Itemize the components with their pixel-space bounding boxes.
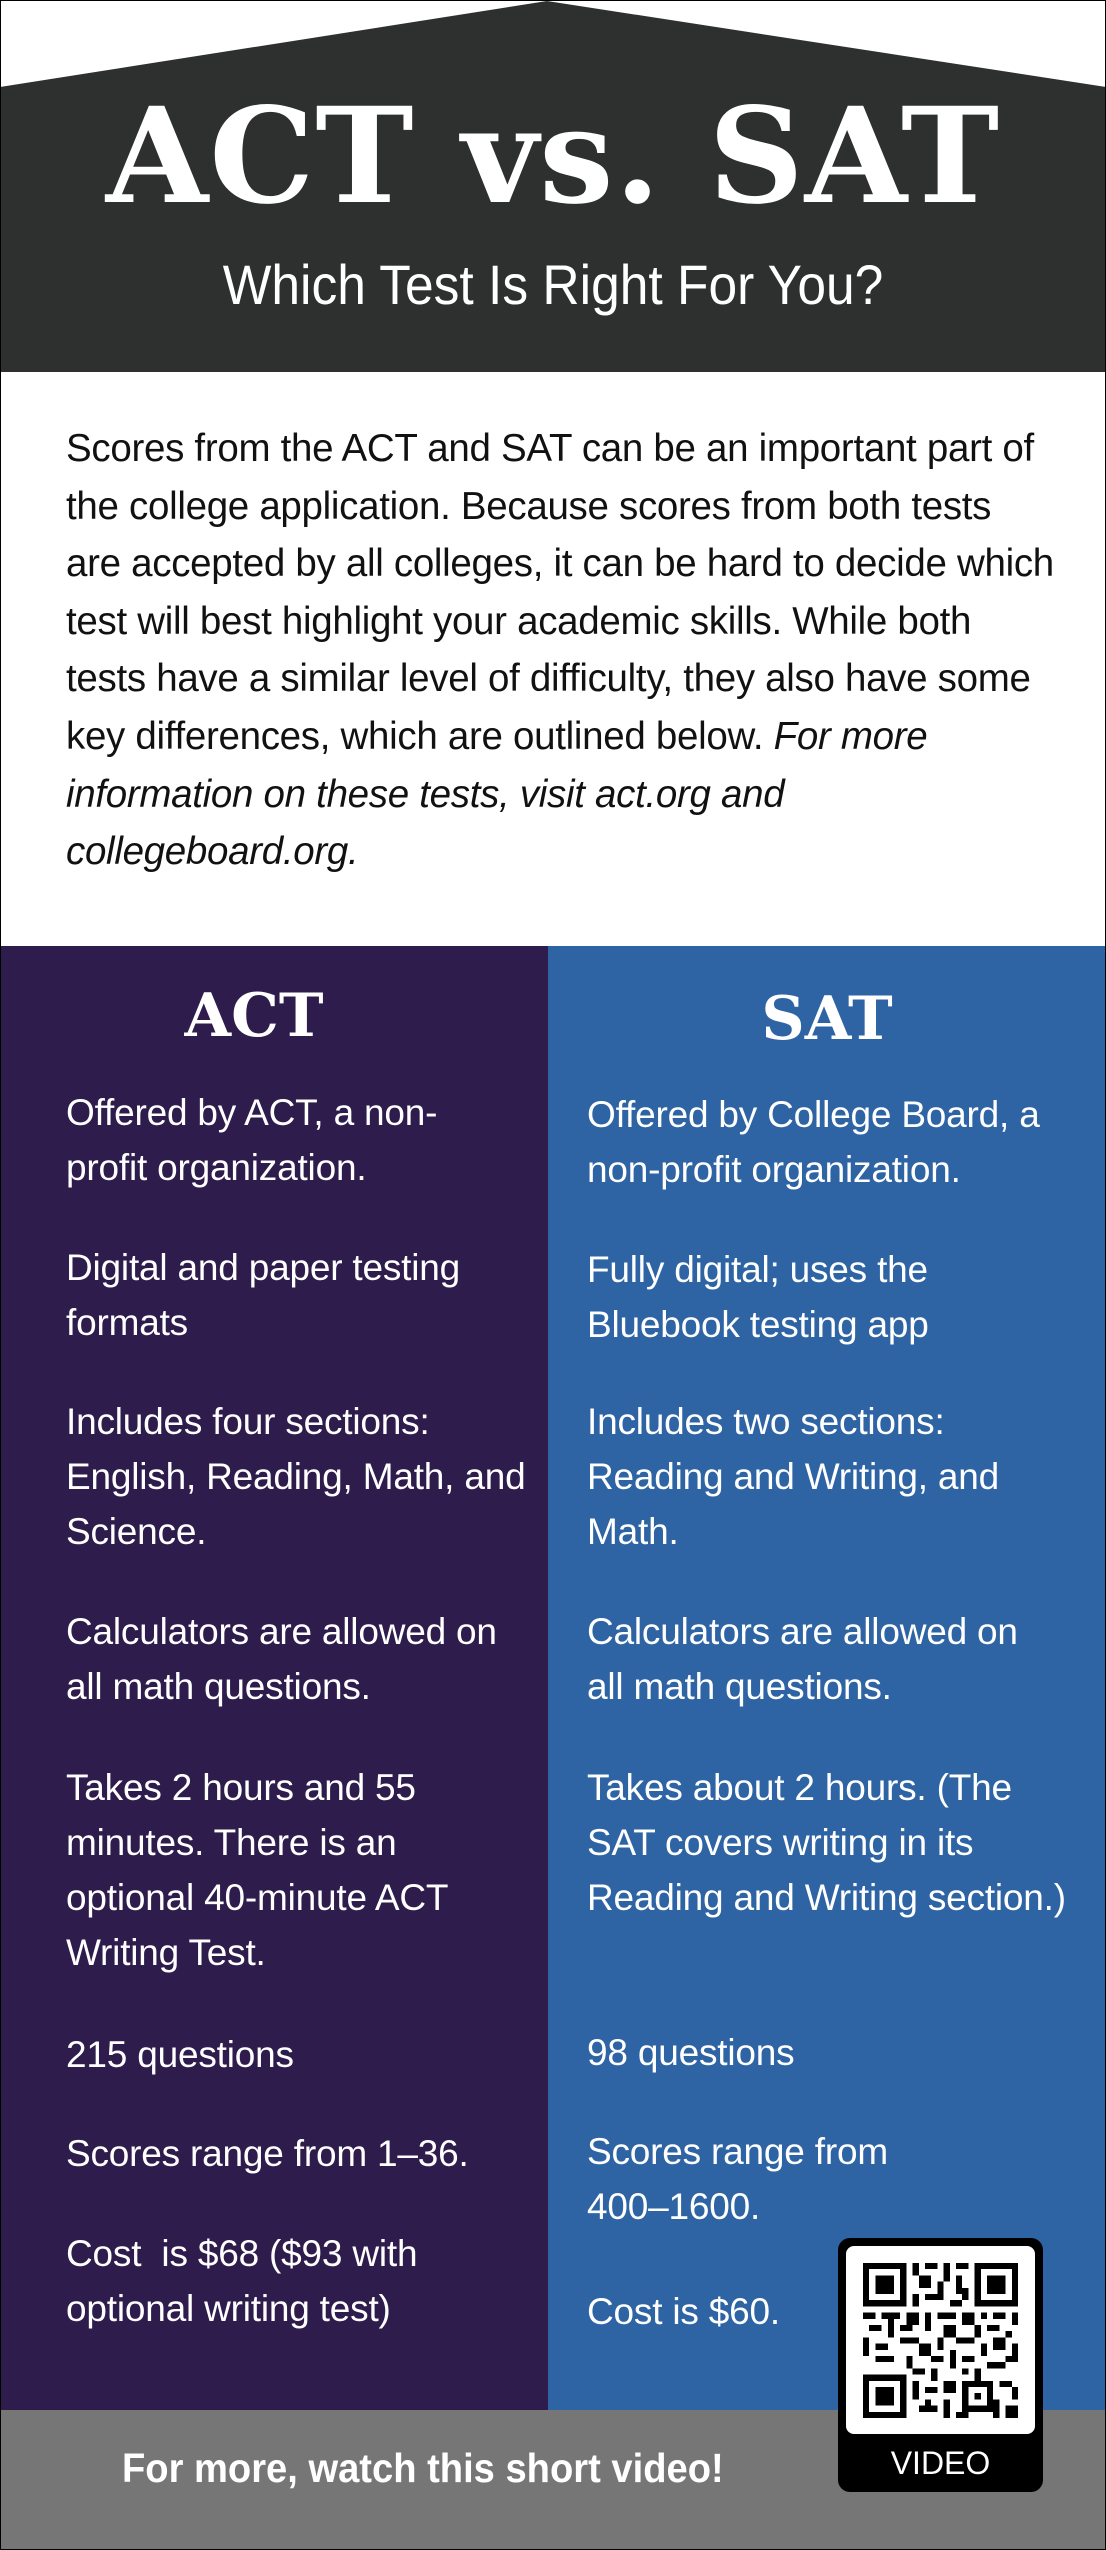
sat-fact-sections: Includes two sections: Reading and Writing, and Math.	[587, 1401, 1000, 1552]
header	[0, 0, 1106, 372]
sat-fact-duration: Takes about 2 hours. (The SAT covers writing in its Reading and Writing section.)	[587, 1767, 1066, 1918]
act-fact-cost: Cost is $68 ($93 with optional writing test)	[66, 2233, 428, 2329]
qr-code-panel	[846, 2246, 1035, 2434]
act-fact-duration: Takes 2 hours and 55 minutes. There is an optional 40-minute ACT Writing Test.	[66, 1767, 448, 1973]
sat-fact-calculators: Calculators are allowed on all math questions.	[587, 1611, 1018, 1707]
act-fact-organization: Offered by ACT, a non-profit organization.	[66, 1092, 438, 1188]
act-fact-questions: 215 questions	[66, 2034, 294, 2075]
sat-fact-cost: Cost is $60.	[587, 2291, 780, 2332]
intro-text: Scores from the ACT and SAT can be an important part of the college application. Because scores from both tests are accepted by all colleges, it can be hard to decide which test will best highlight your academic skills. While both tests have a similar level of difficulty, they also have some key differences, which are outlined below.	[66, 427, 1054, 758]
sat-fact-questions: 98 questions	[587, 2032, 795, 2073]
footer-video-prompt: For more, watch this short video!	[122, 2445, 724, 2491]
act-heading: ACT	[184, 981, 324, 1051]
act-fact-calculators: Calculators are allowed on all math questions.	[66, 1611, 497, 1707]
page-title: ACT vs. SAT	[105, 79, 1001, 234]
sat-fact-format: Fully digital; uses the Bluebook testing app	[587, 1249, 929, 1345]
sat-heading: SAT	[761, 984, 893, 1054]
sat-fact-score-range: Scores range from 400–1600.	[587, 2131, 888, 2227]
sat-fact-organization: Offered by College Board, a non-profit organization.	[587, 1094, 1040, 1190]
act-fact-score-range: Scores range from 1–36.	[66, 2133, 469, 2174]
act-fact-format: Digital and paper testing formats	[66, 1247, 461, 1343]
page-subtitle: Which Test Is Right For You?	[222, 253, 884, 316]
act-fact-sections: Includes four sections: English, Reading, Math, and Science.	[66, 1401, 526, 1552]
qr-code-icon	[863, 2263, 1018, 2418]
qr-code-video-link[interactable]	[838, 2238, 1043, 2492]
intro-paragraph	[66, 420, 1056, 881]
intro-more-info: For more information on these tests, visit act.org and collegeboard.org.	[66, 714, 928, 874]
qr-video-label: VIDEO	[890, 2445, 991, 2481]
